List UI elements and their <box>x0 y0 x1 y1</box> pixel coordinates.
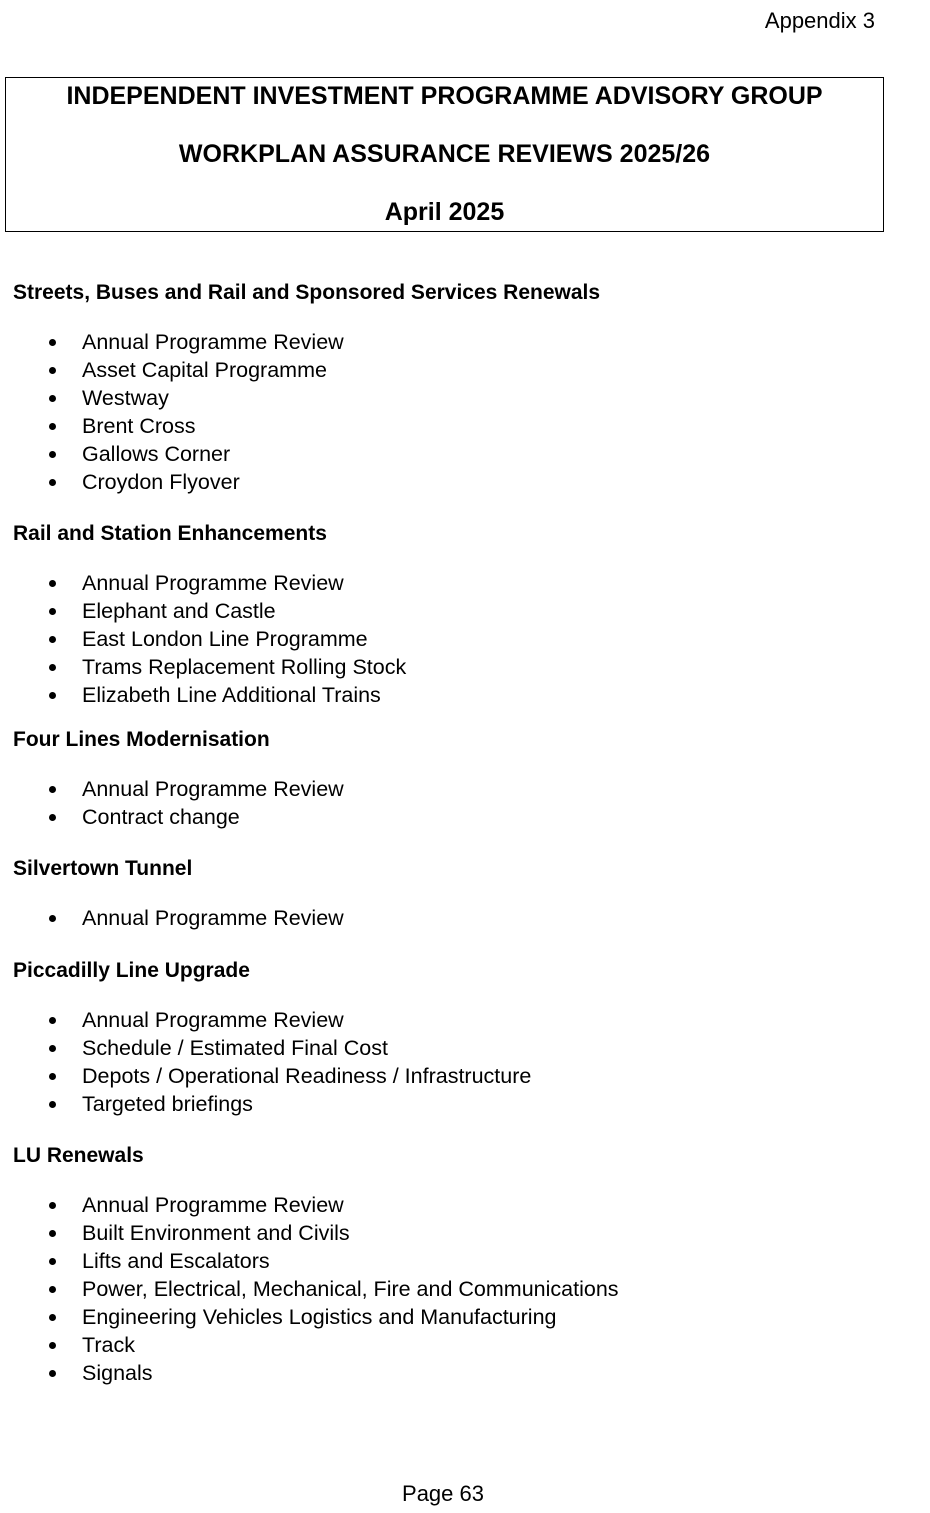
section-heading: Streets, Buses and Rail and Sponsored Services Renewals <box>13 281 601 304</box>
list-item-text: Lifts and Escalators <box>82 1249 270 1273</box>
list-item-text: Brent Cross <box>82 414 196 438</box>
list-item <box>13 440 893 468</box>
bullet-icon <box>49 580 56 587</box>
list-item-text: Annual Programme Review <box>82 1008 344 1032</box>
list-item-text: Westway <box>82 386 169 410</box>
list-item <box>13 775 893 803</box>
bullet-icon <box>49 692 56 699</box>
list-item <box>13 1090 893 1118</box>
page-number: Page 63 <box>402 1481 484 1506</box>
bullet-icon <box>49 1073 56 1080</box>
list-item-text: Gallows Corner <box>82 442 231 466</box>
bullet-icon <box>49 814 56 821</box>
section-silvertown-tunnel <box>13 856 893 932</box>
bullet-list <box>13 1191 893 1387</box>
section-rail-station-enhancements <box>13 521 893 709</box>
workplan-content <box>13 280 893 1387</box>
bullet-icon <box>49 1258 56 1265</box>
bullet-icon <box>49 423 56 430</box>
list-item <box>13 468 893 496</box>
list-item-text: Schedule / Estimated Final Cost <box>82 1036 388 1060</box>
list-item-text: Signals <box>82 1361 153 1385</box>
list-item-text: Built Environment and Civils <box>82 1221 350 1245</box>
bullet-icon <box>49 1342 56 1349</box>
section-streets-buses-rail <box>13 280 893 496</box>
section-piccadilly-line-upgrade <box>13 958 893 1118</box>
list-item <box>13 356 893 384</box>
bullet-icon <box>49 479 56 486</box>
list-item <box>13 1006 893 1034</box>
list-item <box>13 412 893 440</box>
list-item <box>13 328 893 356</box>
list-item-text: Annual Programme Review <box>82 571 344 595</box>
list-item-text: Annual Programme Review <box>82 777 344 801</box>
bullet-icon <box>49 608 56 615</box>
group-title: INDEPENDENT INVESTMENT PROGRAMME ADVISORY GROUP <box>66 82 823 110</box>
appendix-label: Appendix 3 <box>764 8 875 33</box>
bullet-icon <box>49 1314 56 1321</box>
bullet-icon <box>49 1230 56 1237</box>
bullet-icon <box>49 636 56 643</box>
list-item <box>13 625 893 653</box>
list-item-text: East London Line Programme <box>82 627 368 651</box>
list-item <box>13 1034 893 1062</box>
list-item-text: Annual Programme Review <box>82 330 344 354</box>
section-heading: Piccadilly Line Upgrade <box>13 959 250 982</box>
bullet-icon <box>49 1017 56 1024</box>
list-item <box>13 1359 893 1387</box>
bullet-icon <box>49 915 56 922</box>
bullet-icon <box>49 367 56 374</box>
list-item-text: Elizabeth Line Additional Trains <box>82 683 381 707</box>
list-item <box>13 904 893 932</box>
list-item <box>13 1303 893 1331</box>
bullet-icon <box>49 1045 56 1052</box>
list-item-text: Depots / Operational Readiness / Infrastructure <box>82 1064 532 1088</box>
bullet-list <box>13 775 893 831</box>
bullet-list <box>13 569 893 709</box>
date-title: April 2025 <box>384 198 505 226</box>
bullet-icon <box>49 1101 56 1108</box>
list-item-text: Croydon Flyover <box>82 470 240 494</box>
list-item <box>13 1331 893 1359</box>
list-item <box>13 1062 893 1090</box>
list-item <box>13 653 893 681</box>
bullet-icon <box>49 1286 56 1293</box>
list-item-text: Targeted briefings <box>82 1092 253 1116</box>
bullet-icon <box>49 664 56 671</box>
list-item <box>13 681 893 709</box>
list-item-text: Contract change <box>82 805 240 829</box>
list-item <box>13 1191 893 1219</box>
list-item <box>13 1247 893 1275</box>
section-heading: Silvertown Tunnel <box>13 857 193 880</box>
list-item-text: Trams Replacement Rolling Stock <box>82 655 407 679</box>
list-item <box>13 1275 893 1303</box>
list-item-text: Asset Capital Programme <box>82 358 327 382</box>
list-item <box>13 384 893 412</box>
section-four-lines-modernisation <box>13 727 893 831</box>
list-item-text: Annual Programme Review <box>82 1193 344 1217</box>
section-heading: Four Lines Modernisation <box>13 728 270 751</box>
list-item <box>13 569 893 597</box>
bullet-list <box>13 1006 893 1118</box>
section-heading: Rail and Station Enhancements <box>13 522 327 545</box>
list-item <box>13 1219 893 1247</box>
bullet-icon <box>49 395 56 402</box>
bullet-icon <box>49 786 56 793</box>
list-item-text: Power, Electrical, Mechanical, Fire and Communications <box>82 1277 619 1301</box>
list-item-text: Elephant and Castle <box>82 599 276 623</box>
list-item <box>13 597 893 625</box>
list-item-text: Annual Programme Review <box>82 906 344 930</box>
bullet-list <box>13 904 893 932</box>
list-item <box>13 803 893 831</box>
title-box <box>5 77 884 232</box>
bullet-list <box>13 328 893 496</box>
section-heading: LU Renewals <box>13 1144 144 1167</box>
bullet-icon <box>49 451 56 458</box>
workplan-title: WORKPLAN ASSURANCE REVIEWS 2025/26 <box>178 140 711 168</box>
list-item-text: Track <box>82 1333 135 1357</box>
bullet-icon <box>49 1202 56 1209</box>
bullet-icon <box>49 1370 56 1377</box>
section-lu-renewals <box>13 1143 893 1387</box>
list-item-text: Engineering Vehicles Logistics and Manufacturing <box>82 1305 557 1329</box>
bullet-icon <box>49 339 56 346</box>
